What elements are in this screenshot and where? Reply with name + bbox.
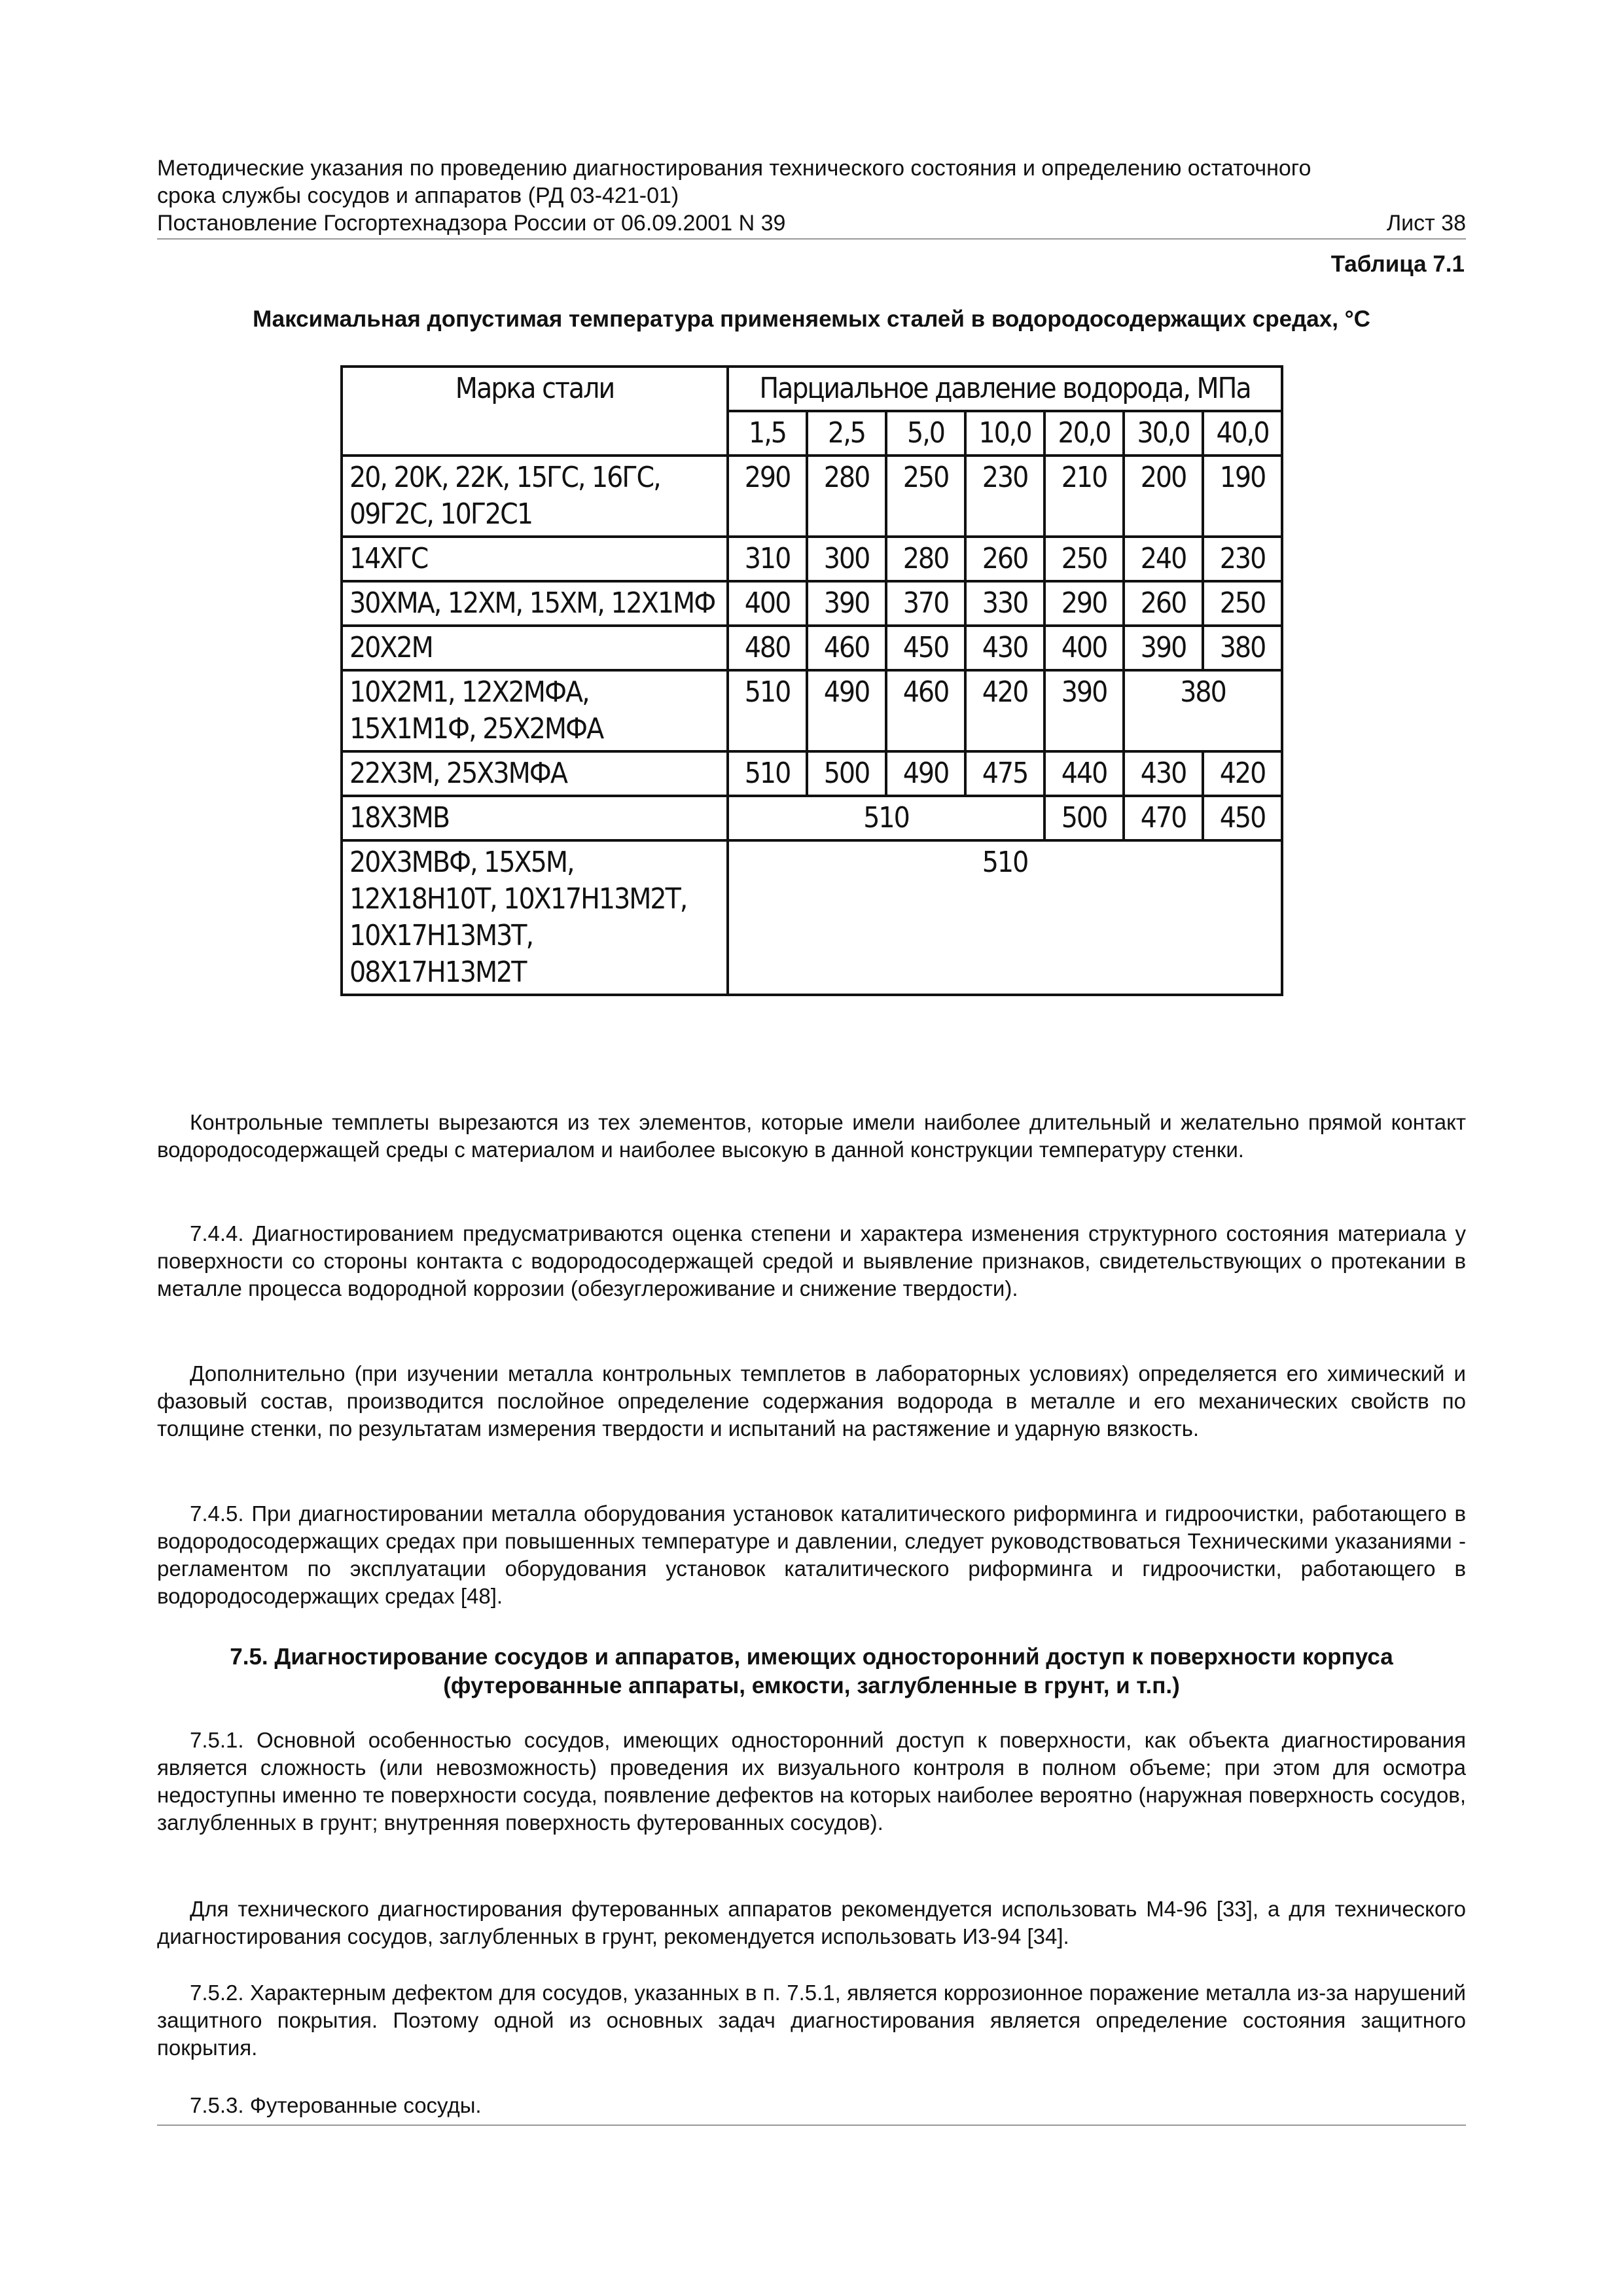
value-cell: 280 xyxy=(886,537,965,581)
value-cell: 390 xyxy=(807,581,886,626)
grade-cell: 10Х2М1, 12Х2МФА, 15Х1М1Ф, 25Х2МФА xyxy=(342,670,728,751)
grade-cell xyxy=(342,840,728,995)
value-cell: 240 xyxy=(1124,537,1203,581)
value-cell: 510 xyxy=(728,751,807,796)
table-row xyxy=(342,751,1282,796)
grade-cell: 14ХГС xyxy=(342,537,728,581)
value-cell: 190 xyxy=(1203,456,1282,537)
value-cell: 390 xyxy=(1044,670,1124,751)
value-cell: 210 xyxy=(1044,456,1124,537)
value-cell: 450 xyxy=(1203,796,1282,840)
header-decree: Постановление Госгортехнадзора России от 06.09.2001 N 39 xyxy=(157,211,786,236)
header-title-line1: Методические указания по проведению диагностирования технического состояния и определению остаточного xyxy=(157,156,1311,181)
grade-line: 20Х3МВФ, 15Х5М, xyxy=(349,846,574,879)
pressure-cell: 10,0 xyxy=(965,411,1044,456)
header-sheet-number: Лист 38 xyxy=(1386,211,1466,236)
grade-cell: 20, 20К, 22К, 15ГС, 16ГС, 09Г2С, 10Г2С1 xyxy=(342,456,728,537)
value-cell-merged: 510 xyxy=(728,840,1282,995)
section-title-7-5-line1: 7.5. Диагностирование сосудов и аппаратов, имеющих односторонний доступ к поверхности корпуса xyxy=(230,1644,1393,1670)
grade-line: 12Х18Н10Т, 10Х17Н13М2Т, xyxy=(349,882,687,916)
value-cell: 260 xyxy=(965,537,1044,581)
value-cell: 420 xyxy=(1203,751,1282,796)
value-cell: 420 xyxy=(965,670,1044,751)
value-cell: 310 xyxy=(728,537,807,581)
grade-cell: 18Х3МВ xyxy=(342,796,728,840)
value-cell: 460 xyxy=(807,626,886,670)
paragraph-7-5-3: 7.5.3. Футерованные сосуды. xyxy=(190,2093,482,2117)
table-row xyxy=(342,581,1282,626)
paragraph-7-5-1: 7.5.1. Основной особенностью сосудов, имеющих односторонний доступ к поверхности, как объекта диагностирования является сложность (или невозможность) проведения их визуального контроля в полном объеме; при этом для осмотра недоступны именно те поверхности сосуда, появление дефектов на которых наиболее вероятно (наружная поверхность сосудов, заглубленных в грунт; внутренняя поверхность футерованных сосудов). xyxy=(157,1728,1466,1835)
value-cell: 440 xyxy=(1044,751,1124,796)
table-row xyxy=(342,456,1282,537)
value-cell: 380 xyxy=(1203,626,1282,670)
value-cell: 280 xyxy=(807,456,886,537)
header-pressure: Парциальное давление водорода, МПа xyxy=(728,367,1282,411)
paragraph-7-5-2: 7.5.2. Характерным дефектом для сосудов, указанных в п. 7.5.1, является коррозионное поражение металла из-за нарушений защитного покрытия. Поэтому одной из основных задач диагностирования является определение состояния защитного покрытия. xyxy=(157,1981,1466,2060)
value-cell: 480 xyxy=(728,626,807,670)
value-cell: 400 xyxy=(728,581,807,626)
paragraph-lined-vessels: Для технического диагностирования футерованных аппаратов рекомендуется использовать М4-96 [33], а для технического диагностирования сосудов, заглубленных в грунт, рекомендуется использовать И3-94 [34]. xyxy=(157,1897,1466,1948)
header-divider xyxy=(157,238,1466,240)
value-cell: 230 xyxy=(1203,537,1282,581)
value-cell: 400 xyxy=(1044,626,1124,670)
value-cell: 490 xyxy=(886,751,965,796)
grade-cell: 20Х2М xyxy=(342,626,728,670)
value-cell: 430 xyxy=(965,626,1044,670)
value-cell: 470 xyxy=(1124,796,1203,840)
grade-cell: 30ХМА, 12ХМ, 15ХМ, 12Х1МФ xyxy=(342,581,728,626)
value-cell: 250 xyxy=(1203,581,1282,626)
paragraph-7-4-5: 7.4.5. При диагностировании металла оборудования установок каталитического риформинга и гидроочистки, работающего в водородосодержащих средах при повышенных температуре и давлении, следует руководствоваться Техническими указаниями - регламентом по эксплуатации оборудования установок каталитического риформинга и гидроочистки, работающего в водородосодержащих средах [48]. xyxy=(157,1501,1466,1608)
value-cell: 250 xyxy=(1044,537,1124,581)
value-cell: 250 xyxy=(886,456,965,537)
value-cell: 370 xyxy=(886,581,965,626)
value-cell: 450 xyxy=(886,626,965,670)
pressure-cell: 40,0 xyxy=(1203,411,1282,456)
pressure-cell: 20,0 xyxy=(1044,411,1124,456)
pressure-cell: 2,5 xyxy=(807,411,886,456)
pressure-cell: 1,5 xyxy=(728,411,807,456)
value-cell: 460 xyxy=(886,670,965,751)
header-grade: Марка стали xyxy=(342,367,728,456)
value-cell: 490 xyxy=(807,670,886,751)
grade-line: 08Х17Н13М2Т xyxy=(349,956,526,989)
value-cell: 430 xyxy=(1124,751,1203,796)
value-cell: 300 xyxy=(807,537,886,581)
paragraph-templets: Контрольные темплеты вырезаются из тех элементов, которые имели наиболее длительный и желательно прямой контакт водородосодержащей среды с материалом и наиболее высокую в данной конструкции температуру стенки. xyxy=(157,1110,1466,1162)
value-cell: 475 xyxy=(965,751,1044,796)
grade-line: 10Х17Н13М3Т, xyxy=(349,919,533,952)
paragraph-7-4-4: 7.4.4. Диагностированием предусматриваются оценка степени и характера изменения структурного состояния материала у поверхности со стороны контакта с водородосодержащей средой и выявление признаков, свидетельствующих о протекании в металле процесса водородной коррозии (обезуглероживание и снижение твердости). xyxy=(157,1221,1466,1300)
grade-cell: 22Х3М, 25Х3МФА xyxy=(342,751,728,796)
table-header-row xyxy=(342,367,1282,411)
table-row xyxy=(342,670,1282,751)
table-row xyxy=(342,840,1282,995)
paragraph-additional: Дополнительно (при изучении металла контрольных темплетов в лабораторных условиях) определяется его химический и фазовый состав, производится послойное определение содержания водорода в металле и его механических свойств по толщине стенки, по результатам измерения твердости и испытаний на растяжение и ударную вязкость. xyxy=(157,1361,1466,1441)
section-title-7-5-line2: (футерованные аппараты, емкости, заглубленные в грунт, и т.п.) xyxy=(443,1673,1180,1698)
pressure-cell: 5,0 xyxy=(886,411,965,456)
pressure-cell: 30,0 xyxy=(1124,411,1203,456)
value-cell: 390 xyxy=(1124,626,1203,670)
value-cell: 290 xyxy=(728,456,807,537)
header-meta-line xyxy=(157,209,1466,237)
value-cell: 500 xyxy=(807,751,886,796)
table-row xyxy=(342,537,1282,581)
footer-divider xyxy=(157,2125,1466,2126)
value-cell: 510 xyxy=(728,670,807,751)
value-cell: 230 xyxy=(965,456,1044,537)
table-row xyxy=(342,626,1282,670)
table-number: Таблица 7.1 xyxy=(1330,251,1465,277)
header-title-line2: срока службы сосудов и аппаратов (РД 03-421-01) xyxy=(157,183,679,208)
value-cell: 260 xyxy=(1124,581,1203,626)
value-cell: 500 xyxy=(1044,796,1124,840)
table-row xyxy=(342,796,1282,840)
steel-temperature-table xyxy=(340,365,1283,996)
value-cell: 200 xyxy=(1124,456,1203,537)
table-title: Максимальная допустимая температура применяемых сталей в водородосодержащих средах, °С xyxy=(253,306,1370,332)
value-cell-merged: 510 xyxy=(728,796,1044,840)
value-cell: 330 xyxy=(965,581,1044,626)
value-cell: 290 xyxy=(1044,581,1124,626)
value-cell-merged: 380 xyxy=(1124,670,1282,751)
